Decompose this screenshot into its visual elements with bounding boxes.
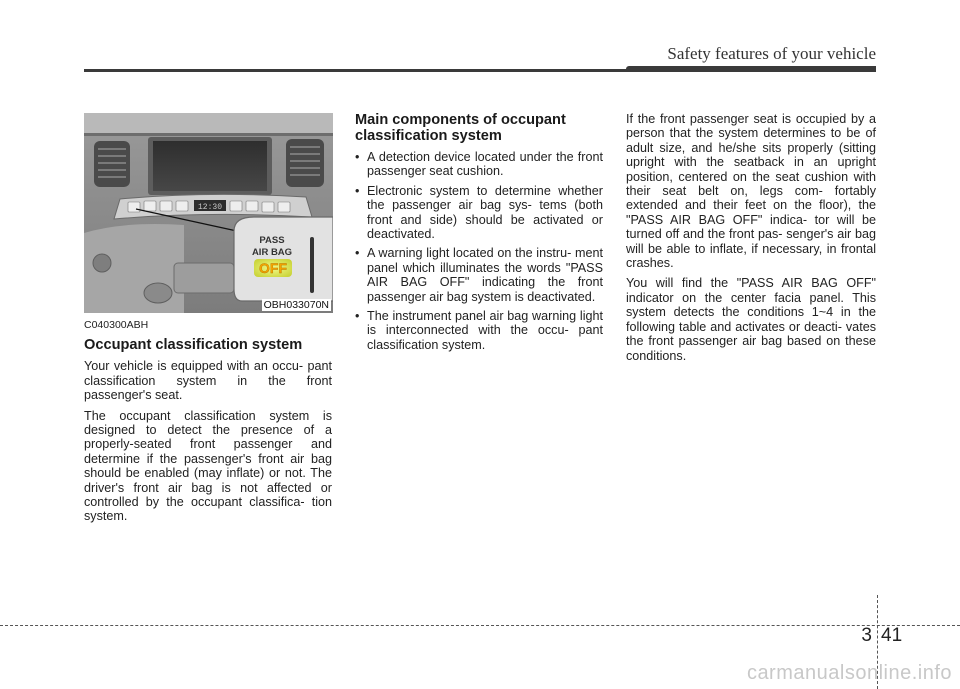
column-2 (355, 112, 603, 357)
list-item: • A warning light located on the instru- ment panel which illuminates the words "PASS AIR BAG OFF" indicating the front passenger air bag system is deactivated. (355, 246, 603, 304)
section-heading: Occupant classification system (84, 337, 303, 354)
figure-code: OBH033070N (263, 299, 329, 311)
indicator-airbag-text: AIR BAG (251, 247, 293, 258)
bullet-icon: • (355, 183, 360, 198)
column-1 (84, 318, 332, 530)
watermark: carmanualsonline.info (746, 662, 952, 684)
column-3 (626, 112, 876, 369)
component-list (355, 150, 603, 352)
display-screen (153, 141, 267, 191)
header-title: Safety features of your vehicle (667, 44, 876, 63)
dashboard-photo (84, 113, 333, 313)
paragraph: The occupant classification system is designed to detect the presence of a properly-seated front passenger and determine if the passenger's front air bag should be enabled (may inflate) or not. The driver's front air bag is not affected or controlled by the occupant classifica- tion system. (84, 408, 332, 524)
section-code: C040300ABH (84, 319, 149, 331)
list-item: • A detection device located under the front passenger seat cushion. (355, 150, 603, 179)
dashboard-illustration (84, 113, 333, 313)
indicator-pass-text: PASS (259, 235, 285, 246)
list-item: • The instrument panel air bag warning light is interconnected with the occu- pant classification system. (355, 309, 603, 352)
header-tab (626, 66, 876, 72)
bullet-icon: • (355, 309, 360, 324)
clock-readout: 12:30 (197, 203, 223, 212)
chapter-number: 3 (861, 625, 872, 646)
indicator-off-text: OFF (259, 260, 287, 276)
footer-divider (0, 625, 960, 626)
page-number: 41 (881, 625, 903, 646)
paragraph: Your vehicle is equipped with an occu- pant classification system in the front passenger's seat. (84, 359, 332, 403)
section-heading: Main components of occupant classification system (355, 112, 566, 144)
paragraph: You will find the "PASS AIR BAG OFF" indicator on the center facia panel. This system detects the conditions 1~4 in the following table and activates or deacti- vates the front passenger air bag based on these conditions. (626, 276, 876, 363)
paragraph: If the front passenger seat is occupied by a person that the system determines to be of adult size, and he/she sits properly (sitting upright with the seatback in an upright position, centered on the seat cushion with their seat belt on, legs com- fortably extended and their feet on the floor), the "PASS AIR BAG OFF" indica- tor will be turned off and the front pas- senger's air bag will be able to inflate, if necessary, in frontal crashes. (626, 112, 876, 271)
bullet-icon: • (355, 150, 360, 164)
bullet-icon: • (355, 246, 360, 261)
list-item: • Electronic system to determine whether the passenger air bag sys- tems (both front and side) should be activated or deactivated. (355, 183, 603, 242)
